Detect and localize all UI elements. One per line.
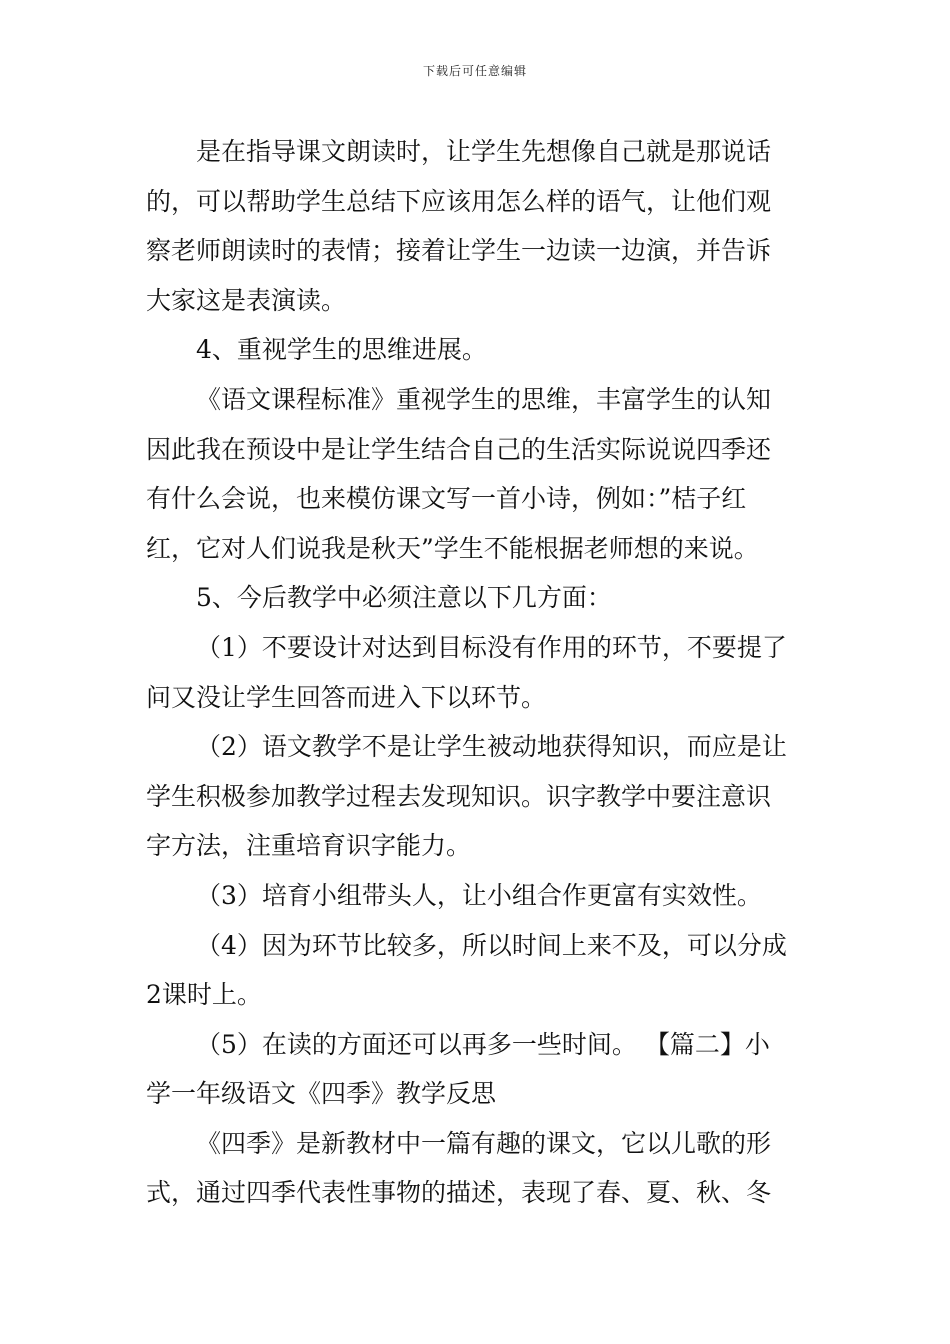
text-line: （4）因为环节比较多，所以时间上来不及，可以分成 — [196, 930, 787, 960]
text-line: 是在指导课文朗读时，让学生先想像自己就是那说话 — [196, 137, 772, 166]
text-line: 《四季》是新教材中一篇有趣的课文，它以儿歌的形 — [196, 1128, 772, 1158]
text-line: （5）在读的方面还可以再多一些时间。 【篇二】小 — [196, 1029, 770, 1059]
text-line: 红，它对人们说我是秋天”学生不能根据老师想的来说。 — [146, 533, 759, 563]
text-line: 因此我在预设中是让学生结合自己的生活实际说说四季还 — [146, 434, 772, 464]
text-line: 察老师朗读时的表情；接着让学生一边读一边演，并告诉 — [146, 236, 772, 266]
text-line: （1）不要设计对达到目标没有作用的环节，不要提了 — [196, 632, 787, 662]
text-line: 学一年级语文《四季》教学反思 — [146, 1079, 497, 1109]
text-line: （2）语文教学不是让学生被动地获得知识，而应是让 — [196, 732, 787, 762]
text-line: 5、今后教学中必须注意以下几方面： — [196, 583, 612, 613]
text-line: 大家这是表演读。 — [146, 285, 347, 315]
text-line: 式，通过四季代表性事物的描述，表现了春、夏、秋、冬 — [146, 1178, 772, 1208]
text-line: 2课时上。 — [146, 980, 262, 1010]
text-line: 的，可以帮助学生总结下应该用怎么样的语气，让他们观 — [146, 186, 772, 216]
text-line: 《语文课程标准》重视学生的思维，丰富学生的认知 — [196, 384, 772, 414]
text-line: 有什么会说，也来模仿课文写一首小诗，例如：”桔子红 — [146, 484, 747, 514]
page-header: 下载后可任意编辑 — [422, 64, 527, 78]
text-line: 4、重视学生的思维进展。 — [196, 335, 487, 365]
text-line: （3）培育小组带头人，让小组合作更富有实效性。 — [196, 880, 762, 910]
document-body — [146, 127, 808, 1218]
text-line: 字方法，注重培育识字能力。 — [146, 831, 472, 861]
text-line: 学生积极参加教学过程去发现知识。识字教学中要注意识 — [146, 781, 772, 811]
text-line: 问又没让学生回答而进入下以环节。 — [146, 682, 547, 712]
